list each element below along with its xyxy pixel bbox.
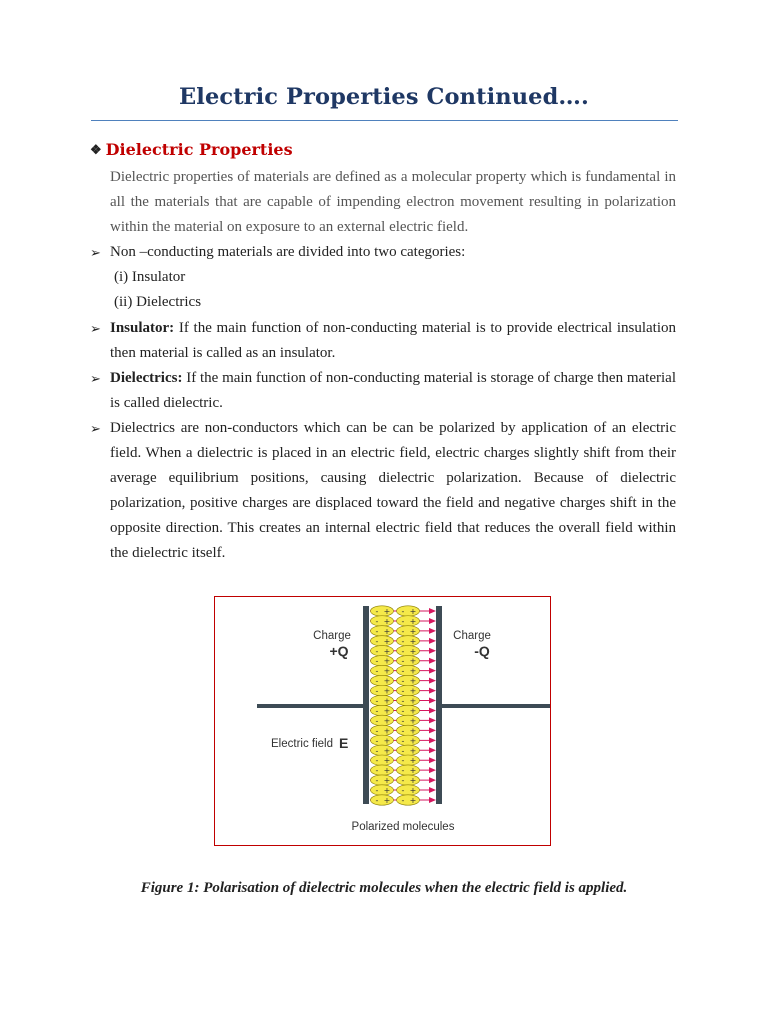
negative-charge-sign: - — [401, 766, 405, 776]
positive-charge-sign: + — [383, 676, 391, 686]
positive-charge-sign: + — [409, 736, 417, 746]
negative-charge-sign: - — [375, 706, 379, 716]
polarized-molecule — [397, 606, 420, 616]
negative-charge-sign: - — [375, 676, 379, 686]
positive-charge-sign: + — [383, 736, 391, 746]
positive-charge-sign: + — [383, 706, 391, 716]
polarized-molecule — [397, 715, 420, 725]
intro-paragraph: Dielectric properties of materials are defined as a molecular property which is fundamental in all the materials that are capable of impending electron movement resulting in polarization within the material on exposure to an external electric field. — [110, 169, 676, 235]
negative-charge-sign: - — [401, 607, 405, 616]
molecules-label: Polarized molecules — [351, 821, 455, 833]
negative-charge-sign: - — [375, 607, 379, 616]
insulator-definition: If the main function of non-conducting material is to provide electrical insulation then material is called as an insulator. — [110, 320, 676, 361]
positive-charge-sign: + — [383, 666, 391, 676]
field-arrow-head — [429, 747, 436, 753]
negative-charge-sign: - — [401, 626, 405, 636]
arrow-bullet-icon: ➢ — [90, 245, 101, 260]
polarized-molecule — [371, 715, 394, 725]
polarized-molecule — [397, 675, 420, 685]
left-charge-value: +Q — [329, 643, 349, 659]
polarized-molecule — [371, 646, 394, 656]
field-arrow-head — [429, 698, 436, 704]
polarized-molecule — [371, 725, 394, 735]
polarized-molecule — [397, 636, 420, 646]
polarized-molecule — [371, 765, 394, 775]
polarized-molecule — [371, 745, 394, 755]
negative-charge-sign: - — [375, 716, 379, 726]
positive-charge-sign: + — [409, 716, 417, 726]
positive-charge-sign: + — [409, 796, 417, 805]
positive-charge-sign: + — [409, 666, 417, 676]
positive-charge-sign: + — [409, 646, 417, 656]
positive-charge-sign: + — [409, 686, 417, 696]
positive-charge-sign: + — [409, 746, 417, 756]
arrow-bullet-icon: ➢ — [90, 421, 101, 436]
polarized-molecule — [371, 606, 394, 616]
figure-caption: Figure 1: Polarisation of dielectric molecules when the electric field is applied. — [140, 880, 628, 896]
positive-charge-sign: + — [383, 786, 391, 796]
negative-charge-sign: - — [375, 646, 379, 656]
polarized-molecule — [371, 755, 394, 765]
negative-charge-sign: - — [401, 676, 405, 686]
polarized-molecule — [371, 616, 394, 626]
positive-charge-sign: + — [409, 656, 417, 666]
field-arrow-head — [429, 757, 436, 763]
insulator-term: Insulator: — [110, 320, 175, 336]
negative-charge-sign: - — [375, 636, 379, 646]
polarized-molecule — [371, 636, 394, 646]
polarized-molecule — [397, 646, 420, 656]
field-arrow-head — [429, 777, 436, 783]
bullet-insulator — [90, 316, 676, 366]
field-arrow-head — [429, 668, 436, 674]
negative-charge-sign: - — [401, 726, 405, 736]
negative-charge-sign: - — [401, 716, 405, 726]
positive-charge-sign: + — [409, 726, 417, 736]
polarized-molecule — [397, 705, 420, 715]
negative-charge-sign: - — [375, 736, 379, 746]
positive-charge-sign: + — [409, 616, 417, 626]
list-item-insulator: (i) Insulator — [114, 269, 186, 285]
negative-charge-sign: - — [401, 696, 405, 706]
negative-charge-sign: - — [401, 746, 405, 756]
positive-charge-sign: + — [409, 607, 417, 616]
polarized-molecule — [371, 785, 394, 795]
positive-charge-sign: + — [383, 616, 391, 626]
polarized-molecule — [371, 695, 394, 705]
positive-charge-sign: + — [383, 636, 391, 646]
positive-charge-sign: + — [409, 766, 417, 776]
negative-charge-sign: - — [375, 686, 379, 696]
list-item-dielectrics: (ii) Dielectrics — [114, 294, 202, 310]
field-arrow-head — [429, 648, 436, 654]
negative-charge-sign: - — [401, 616, 405, 626]
positive-charge-sign: + — [383, 696, 391, 706]
negative-charge-sign: - — [375, 696, 379, 706]
negative-charge-sign: - — [375, 786, 379, 796]
left-charge-label: Charge — [313, 630, 351, 642]
negative-charge-sign: - — [401, 656, 405, 666]
polarized-molecule — [397, 775, 420, 785]
field-arrow-head — [429, 688, 436, 694]
polarization-figure — [214, 596, 551, 846]
positive-plate — [363, 606, 369, 804]
negative-charge-sign: - — [401, 636, 405, 646]
arrow-bullet-icon: ➢ — [90, 321, 101, 336]
negative-charge-sign: - — [401, 786, 405, 796]
section-heading-text: Dielectric Properties — [105, 140, 293, 159]
title-divider — [91, 120, 678, 121]
positive-charge-sign: + — [383, 626, 391, 636]
field-arrow-head — [429, 717, 436, 723]
negative-plate — [436, 606, 442, 804]
polarized-molecule — [397, 616, 420, 626]
molecule-layer — [370, 606, 436, 805]
negative-charge-sign: - — [375, 746, 379, 756]
positive-charge-sign: + — [383, 746, 391, 756]
negative-charge-sign: - — [401, 776, 405, 786]
polarized-molecule — [371, 705, 394, 715]
field-arrow-head — [429, 737, 436, 743]
polarized-molecule — [371, 685, 394, 695]
positive-charge-sign: + — [409, 776, 417, 786]
negative-charge-sign: - — [375, 616, 379, 626]
polarized-molecule — [397, 745, 420, 755]
negative-charge-sign: - — [375, 776, 379, 786]
positive-charge-sign: + — [383, 756, 391, 766]
negative-charge-sign: - — [375, 726, 379, 736]
positive-charge-sign: + — [383, 716, 391, 726]
polarized-molecule — [397, 665, 420, 675]
positive-charge-sign: + — [409, 676, 417, 686]
page-title: Electric Properties Continued…. — [179, 84, 589, 110]
field-arrow-head — [429, 707, 436, 713]
field-arrow-head — [429, 787, 436, 793]
right-charge-label: Charge — [453, 630, 491, 642]
polarized-molecule — [371, 735, 394, 745]
negative-charge-sign: - — [401, 666, 405, 676]
positive-charge-sign: + — [409, 696, 417, 706]
field-arrow-head — [429, 628, 436, 634]
diamond-bullet-icon: ❖ — [90, 143, 102, 158]
negative-charge-sign: - — [401, 756, 405, 766]
negative-charge-sign: - — [375, 626, 379, 636]
bullet-categories — [90, 240, 676, 265]
positive-charge-sign: + — [409, 756, 417, 766]
polarized-molecule — [371, 665, 394, 675]
polarized-molecule — [371, 775, 394, 785]
field-label: Electric field — [271, 738, 333, 750]
polarized-molecule — [397, 735, 420, 745]
positive-charge-sign: + — [383, 656, 391, 666]
negative-charge-sign: - — [375, 656, 379, 666]
positive-charge-sign: + — [409, 786, 417, 796]
bullet-categories-text: Non –conducting materials are divided into two categories: — [110, 244, 466, 260]
positive-charge-sign: + — [409, 636, 417, 646]
polarized-molecule — [371, 626, 394, 636]
polarized-molecule — [397, 626, 420, 636]
field-arrow-head — [429, 727, 436, 733]
negative-charge-sign: - — [401, 706, 405, 716]
field-arrow-head — [429, 767, 436, 773]
right-charge-value: -Q — [474, 643, 490, 659]
negative-charge-sign: - — [401, 796, 405, 805]
section-heading — [90, 140, 293, 159]
polarized-molecule — [397, 656, 420, 666]
polarized-molecule — [397, 785, 420, 795]
polarized-molecule — [397, 695, 420, 705]
polarization-paragraph: Dielectrics are non-conductors which can be can be polarized by application of an electric field. When a dielectric is placed in an electric field, electric charges slightly shift from their average equilibrium positions, causing dielectric polarization. Because of dielectric polarization, positive charges are displaced toward the field and negative charges shift in the opposite direction. This creates an internal electric field that reduces the overall field within the dielectric itself. — [110, 420, 676, 561]
polarized-molecule — [397, 765, 420, 775]
negative-charge-sign: - — [401, 646, 405, 656]
field-arrow-head — [429, 678, 436, 684]
bullet-polarization — [90, 416, 676, 566]
polarized-molecule — [397, 725, 420, 735]
polarized-molecule — [397, 755, 420, 765]
negative-charge-sign: - — [401, 686, 405, 696]
positive-charge-sign: + — [383, 686, 391, 696]
arrow-bullet-icon: ➢ — [90, 371, 101, 386]
positive-charge-sign: + — [383, 796, 391, 805]
positive-charge-sign: + — [409, 626, 417, 636]
field-arrow-head — [429, 638, 436, 644]
polarized-molecule — [371, 675, 394, 685]
polarized-molecule — [371, 656, 394, 666]
dielectric-definition: If the main function of non-conducting material is storage of charge then material is called dielectric. — [110, 370, 676, 411]
field-arrow-head — [429, 608, 436, 614]
field-arrow-head — [429, 797, 436, 803]
positive-charge-sign: + — [383, 646, 391, 656]
negative-charge-sign: - — [375, 756, 379, 766]
capacitor-diagram — [215, 597, 551, 846]
polarized-molecule — [371, 795, 394, 805]
positive-charge-sign: + — [383, 607, 391, 616]
positive-charge-sign: + — [383, 726, 391, 736]
positive-charge-sign: + — [383, 776, 391, 786]
negative-charge-sign: - — [375, 766, 379, 776]
field-arrow-head — [429, 658, 436, 664]
dielectric-term: Dielectrics: — [110, 370, 183, 386]
bullet-dielectrics — [90, 366, 676, 416]
positive-charge-sign: + — [383, 766, 391, 776]
negative-charge-sign: - — [375, 796, 379, 805]
negative-charge-sign: - — [375, 666, 379, 676]
field-arrow-head — [429, 618, 436, 624]
positive-charge-sign: + — [409, 706, 417, 716]
field-symbol: E — [339, 735, 349, 751]
polarized-molecule — [397, 685, 420, 695]
negative-charge-sign: - — [401, 736, 405, 746]
polarized-molecule — [397, 795, 420, 805]
